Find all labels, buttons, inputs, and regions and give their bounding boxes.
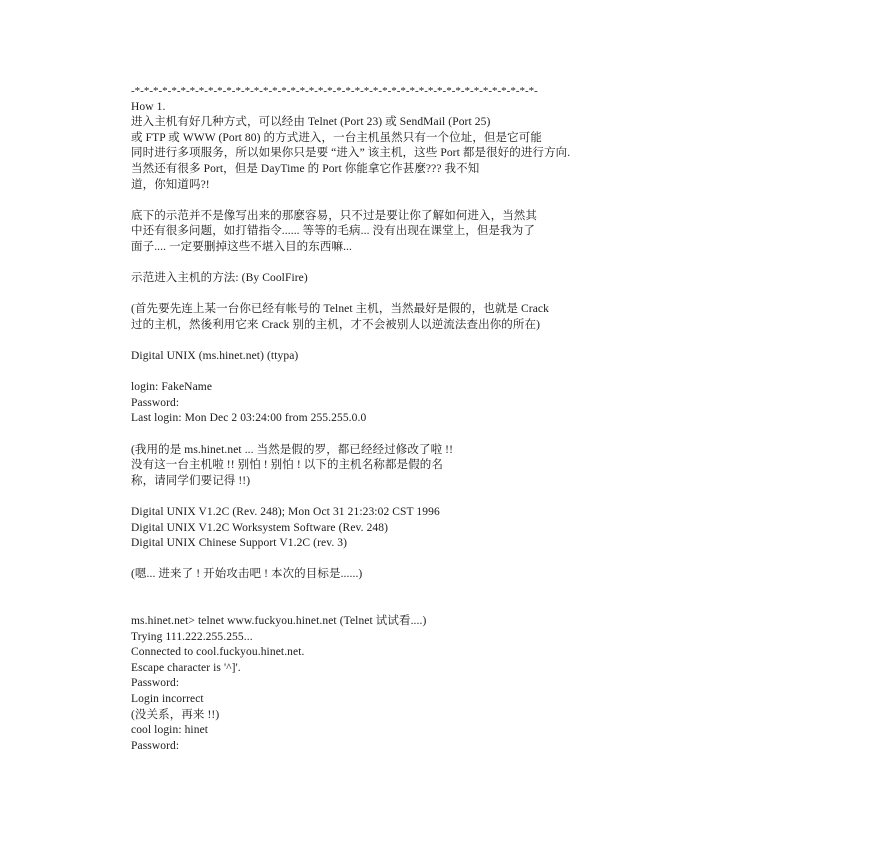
paragraph-1-line-1: 进入主机有好几种方式，可以经由 Telnet (Port 23) 或 SendMail (Port 25) <box>131 116 491 129</box>
paragraph-2-line-3: 面子.... 一定要删掉这些不堪入目的东西嘛... <box>131 240 352 253</box>
spacer <box>131 334 751 350</box>
trying-line: Trying 111.222.255.255... <box>131 630 253 643</box>
section-heading: How 1. <box>131 100 166 113</box>
spacer <box>131 256 751 272</box>
password-line: Password: <box>131 396 180 409</box>
version-line-3: Digital UNIX Chinese Support V1.2C (rev. 3) <box>131 537 348 550</box>
paragraph-4-line-2: 没有这一台主机啦 !! 别怕 ! 别怕 ! 以下的主机名称都是假的名 <box>131 459 443 472</box>
login-line: login: FakeName <box>131 381 213 394</box>
paragraph-4-line-1: (我用的是 ms.hinet.net ... 当然是假的罗，都已经经过修改了啦 !! <box>131 443 454 456</box>
paragraph-2-line-2: 中还有很多问题，如打错指令...... 等等的毛病... 没有出现在课堂上，但是我为了 <box>131 225 535 238</box>
last-login-line: Last login: Mon Dec 2 03:24:00 from 255.255.0.0 <box>131 412 367 425</box>
version-line-1: Digital UNIX V1.2C (Rev. 248); Mon Oct 31 21:23:02 CST 1996 <box>131 506 440 519</box>
retry-note-line: (没关系，再来 !!) <box>131 708 220 721</box>
spacer <box>131 583 751 614</box>
paragraph-3-line-1: (首先要先连上某一台你已经有帐号的 Telnet 主机，当然最好是假的，也就是 Crack <box>131 303 549 316</box>
spacer <box>131 427 751 443</box>
document-body <box>131 84 751 754</box>
paragraph-5: (嗯... 进来了 ! 开始攻击吧 ! 本次的目标是......) <box>131 568 363 581</box>
version-line-2: Digital UNIX V1.2C Worksystem Software (Rev. 248) <box>131 521 389 534</box>
spacer <box>131 193 751 209</box>
spacer <box>131 552 751 568</box>
method-title: 示范进入主机的方法: (By CoolFire) <box>131 272 308 285</box>
separator-line: -*-*-*-*-*-*-*-*-*-*-*-*-*-*-*-*-*-*-*-*-*-*-*-*-*-*-*-*-*-*-*-*-*-*-*-*-*-*-*-*-*-*-*-*- <box>131 85 538 97</box>
password-prompt-line: Password: <box>131 677 180 690</box>
paragraph-2-line-1: 底下的示范并不是像写出来的那麽容易，只不过是要让你了解如何进入，当然其 <box>131 209 537 222</box>
paragraph-4-line-3: 称，请同学们要记得 !!) <box>131 474 251 487</box>
paragraph-3-line-2: 过的主机，然後利用它来 Crack 别的主机，才不会被别人以逆流法查出你的所在) <box>131 318 541 331</box>
paragraph-1-line-5: 道，你知道吗?! <box>131 178 210 191</box>
spacer <box>131 489 751 505</box>
login-incorrect-line: Login incorrect <box>131 692 204 705</box>
spacer <box>131 287 751 303</box>
system-banner: Digital UNIX (ms.hinet.net) (ttypa) <box>131 350 299 363</box>
cool-login-line: cool login: hinet <box>131 724 209 737</box>
paragraph-1-line-4: 当然还有很多 Port，但是 DayTime 的 Port 你能拿它作甚麼??? 我不知 <box>131 162 480 175</box>
telnet-command-line: ms.hinet.net> telnet www.fuckyou.hinet.net (Telnet 试试看....) <box>131 615 427 627</box>
spacer <box>131 365 751 381</box>
final-password-line: Password: <box>131 739 180 752</box>
paragraph-1-line-3: 同时进行多项服务，所以如果你只是要 “进入” 该主机，这些 Port 都是很好的进行方向. <box>131 147 571 160</box>
connected-line: Connected to cool.fuckyou.hinet.net. <box>131 646 305 659</box>
paragraph-1-line-2: 或 FTP 或 WWW (Port 80) 的方式进入，一台主机虽然只有一个位址，但是它可能 <box>131 131 542 144</box>
escape-char-line: Escape character is '^]'. <box>131 661 241 674</box>
